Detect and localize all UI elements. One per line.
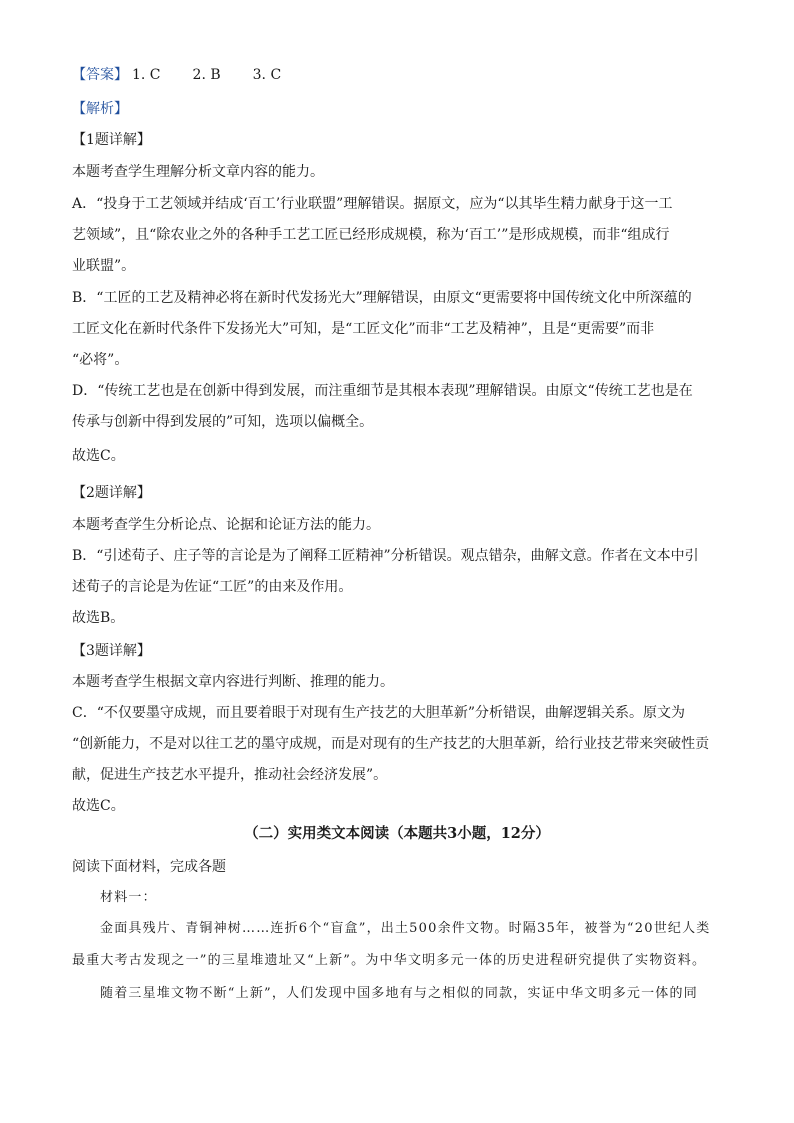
answer-item: 2. B (192, 67, 221, 83)
q1-line: 本题考查学生理解分析文章内容的能力。 (72, 164, 324, 180)
material-line: 金面具残片、青铜神树……连折6个“盲盒”，出土500余件文物。时隔35年，被誉为“20世纪人类 (100, 921, 711, 936)
q1-line: 艺领域”，且“除农业之外的各种手工艺工匠已经形成规模，称为‘百工’”是形成规模，而非“组成行 (72, 227, 670, 243)
q2-line: 本题考查学生分析论点、论据和论证方法的能力。 (72, 517, 380, 533)
analysis-label: 【解析】 (72, 101, 128, 117)
material-line: 随着三星堆文物不断“上新”，人们发现中国多地有与之相似的同款，实证中华文明多元一体的同 (100, 986, 698, 1001)
q1-line: 业联盟”。 (72, 258, 136, 274)
q1-heading: 【1题详解】 (72, 132, 151, 148)
q1-line: A．“投身于工艺领域并结成‘百工’行业联盟”理解错误。据原文，应为“以其毕生精力献身于这一工 (72, 196, 673, 212)
q1-line: 传承与创新中得到发展的”可知，选项以偏概全。 (72, 414, 374, 430)
q3-line: 本题考查学生根据文章内容进行判断、推理的能力。 (72, 674, 394, 690)
answer-item: 3. C (252, 67, 282, 83)
q1-line: 工匠文化在新时代条件下发扬光大”可知，是“工匠文化”而非“工艺及精神”，且是“更需要”而非 (72, 321, 655, 337)
answer-item: 1. C (132, 67, 161, 83)
q2-conclusion: 故选B。 (72, 610, 125, 626)
q2-line: B．“引述荀子、庄子等的言论是为了阐释工匠精神”分析错误。观点错杂，曲解文意。作者在文本中引 (72, 548, 699, 564)
answer-line (72, 65, 281, 85)
section-title: （二）实用类文本阅读（本题共3小题，12分） (244, 825, 550, 842)
material-label: 材料一： (100, 890, 157, 905)
q3-conclusion: 故选C。 (72, 798, 125, 814)
q2-line: 述荀子的言论是为佐证“工匠”的由来及作用。 (72, 579, 353, 595)
q3-heading: 【3题详解】 (72, 643, 151, 659)
q3-line: 献，促进生产技艺水平提升，推动社会经济发展”。 (72, 767, 388, 783)
q2-heading: 【2题详解】 (72, 485, 151, 501)
material-line: 最重大考古发现之一”的三星堆遗址又“上新”。为中华文明多元一体的历史进程研究提供了实物资料。 (72, 953, 707, 968)
q1-line: D．“传统工艺也是在创新中得到发展，而注重细节是其根本表现”理解错误。由原文“传统工艺也是在 (72, 383, 693, 399)
section-instruction: 阅读下面材料，完成各题 (72, 859, 226, 875)
q3-line: C．“不仅要墨守成规，而且要着眼于对现有生产技艺的大胆革新”分析错误，曲解逻辑关系。原文为 (72, 705, 686, 721)
q3-line: “创新能力，不是对以往工艺的墨守成规，而是对现有的生产技艺的大胆革新，给行业技艺带来突破性贡 (72, 736, 710, 752)
q1-conclusion: 故选C。 (72, 448, 125, 464)
answer-label: 【答案】 (72, 67, 128, 83)
q1-line: B．“工匠的工艺及精神必将在新时代发扬光大”理解错误，由原文“更需要将中国传统文化中所深蕴的 (72, 290, 692, 306)
q1-line: “必将”。 (72, 352, 129, 368)
